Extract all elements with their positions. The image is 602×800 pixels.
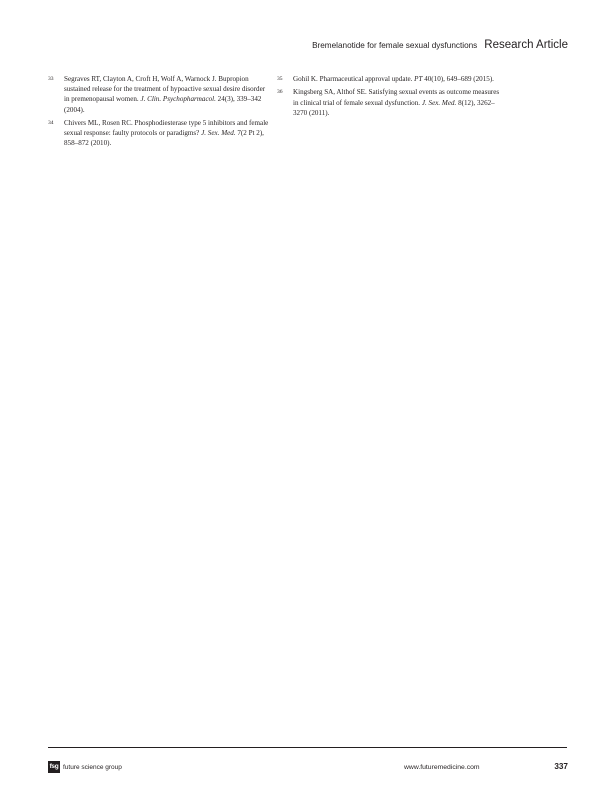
reference-item (277, 74, 505, 84)
reference-item (48, 74, 270, 115)
reference-text (293, 74, 505, 84)
journal-name: J. Sex. Med. (421, 98, 457, 107)
reference-text (293, 87, 505, 118)
journal-name: J. Sex. Med. (201, 129, 236, 138)
reference-part: 24(3), 339–342 (2004). (64, 95, 262, 114)
reference-part: 7(2 Pt 2), 858–872 (2010). (64, 129, 264, 148)
footer-publisher (48, 761, 122, 773)
footer-divider (48, 747, 567, 748)
reference-text (64, 74, 270, 115)
reference-part: Kingsberg SA, Althof SE. Satisfying sexual events as outcome measures in clinical trial of female sexual dysfunction. (293, 88, 500, 107)
reference-text (64, 118, 270, 149)
article-type: Research Article (484, 39, 568, 51)
reference-item (48, 118, 270, 149)
journal-url[interactable]: www.futuremedicine.com (404, 764, 480, 771)
reference-part: 8(12), 3262–3270 (2011). (293, 98, 495, 117)
reference-number: 33 (48, 76, 54, 82)
reference-number: 35 (277, 76, 283, 82)
reference-part: 40(10), 649–689 (2015). (422, 75, 494, 83)
page-number: 337 (554, 762, 568, 771)
reference-part: Chivers ML, Rosen RC. Phosphodiesterase type 5 inhibitors and female sexual response: faulty protocols or paradigms? (64, 119, 269, 138)
reference-part: Gohil K. Pharmaceutical approval update. (293, 75, 415, 83)
journal-name: PT (414, 75, 423, 83)
journal-name: J. Clin. Psychopharmacol. (140, 95, 216, 104)
fsg-logo-icon: fsg (48, 761, 60, 773)
running-head (312, 39, 568, 51)
publisher-name: future science group (63, 763, 122, 771)
running-head-topic: Bremelanotide for female sexual dysfunctions (312, 41, 478, 50)
reference-number: 34 (48, 120, 54, 126)
reference-number: 36 (277, 89, 283, 96)
reference-item (277, 87, 505, 118)
reference-part: Segraves RT, Clayton A, Croft H, Wolf A, Warnock J. Bupropion sustained release for the treatment of hypoactive sexual desire disorder in premenopausal women. (64, 75, 266, 104)
reference-list-left (48, 74, 270, 152)
reference-list-right (277, 74, 505, 121)
